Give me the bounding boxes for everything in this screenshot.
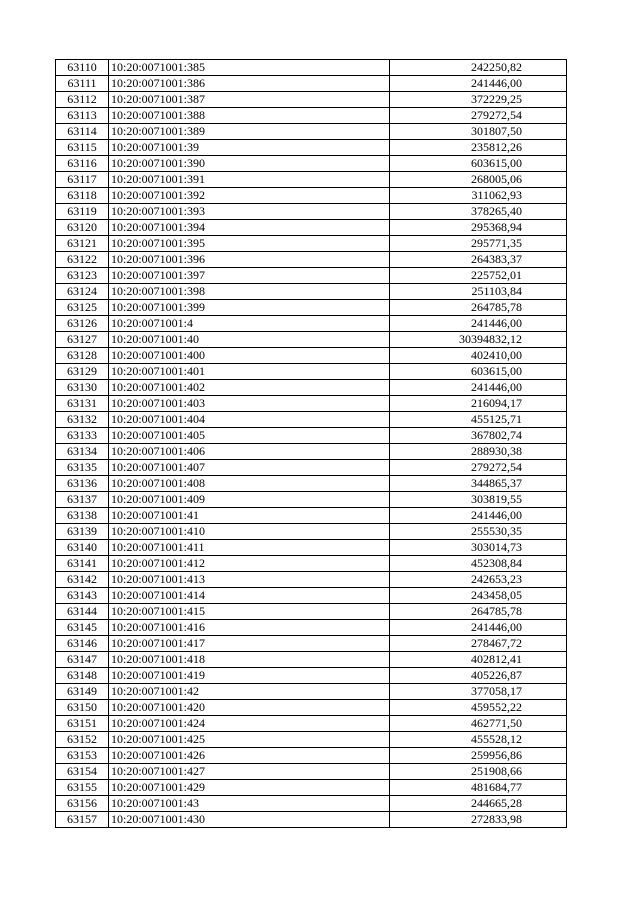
row-number-cell: 63156 xyxy=(56,796,109,812)
row-number-cell: 63142 xyxy=(56,572,109,588)
row-number-cell: 63122 xyxy=(56,252,109,268)
row-number-cell: 63124 xyxy=(56,284,109,300)
row-number-cell: 63127 xyxy=(56,332,109,348)
value-cell: 603615,00 xyxy=(390,156,567,172)
table-row xyxy=(56,684,567,700)
row-number-cell: 63138 xyxy=(56,508,109,524)
row-number-cell: 63131 xyxy=(56,396,109,412)
table-row xyxy=(56,460,567,476)
value-cell: 372229,25 xyxy=(390,92,567,108)
row-number-cell: 63141 xyxy=(56,556,109,572)
table-row xyxy=(56,220,567,236)
table-row xyxy=(56,60,567,76)
cadastral-number-cell: 10:20:0071001:429 xyxy=(109,780,390,796)
cadastral-number-cell: 10:20:0071001:430 xyxy=(109,812,390,828)
cadastral-number-cell: 10:20:0071001:394 xyxy=(109,220,390,236)
cadastral-number-cell: 10:20:0071001:41 xyxy=(109,508,390,524)
table-row xyxy=(56,748,567,764)
cadastral-number-cell: 10:20:0071001:39 xyxy=(109,140,390,156)
row-number-cell: 63118 xyxy=(56,188,109,204)
cadastral-number-cell: 10:20:0071001:396 xyxy=(109,252,390,268)
value-cell: 481684,77 xyxy=(390,780,567,796)
cadastral-number-cell: 10:20:0071001:387 xyxy=(109,92,390,108)
row-number-cell: 63145 xyxy=(56,620,109,636)
value-cell: 344865,37 xyxy=(390,476,567,492)
cadastral-number-cell: 10:20:0071001:425 xyxy=(109,732,390,748)
cadastral-number-cell: 10:20:0071001:414 xyxy=(109,588,390,604)
table-row xyxy=(56,492,567,508)
cadastral-number-cell: 10:20:0071001:395 xyxy=(109,236,390,252)
value-cell: 311062,93 xyxy=(390,188,567,204)
table-row xyxy=(56,700,567,716)
table-row xyxy=(56,668,567,684)
value-cell: 244665,28 xyxy=(390,796,567,812)
row-number-cell: 63140 xyxy=(56,540,109,556)
row-number-cell: 63112 xyxy=(56,92,109,108)
row-number-cell: 63113 xyxy=(56,108,109,124)
table-row xyxy=(56,476,567,492)
row-number-cell: 63114 xyxy=(56,124,109,140)
value-cell: 402410,00 xyxy=(390,348,567,364)
cadastral-number-cell: 10:20:0071001:400 xyxy=(109,348,390,364)
table-row xyxy=(56,572,567,588)
value-cell: 405226,87 xyxy=(390,668,567,684)
cadastral-number-cell: 10:20:0071001:413 xyxy=(109,572,390,588)
row-number-cell: 63132 xyxy=(56,412,109,428)
table-row xyxy=(56,732,567,748)
table-row xyxy=(56,156,567,172)
row-number-cell: 63111 xyxy=(56,76,109,92)
row-number-cell: 63151 xyxy=(56,716,109,732)
value-cell: 455528,12 xyxy=(390,732,567,748)
table-body xyxy=(56,60,567,828)
cadastral-number-cell: 10:20:0071001:411 xyxy=(109,540,390,556)
cadastral-number-cell: 10:20:0071001:392 xyxy=(109,188,390,204)
row-number-cell: 63136 xyxy=(56,476,109,492)
cadastral-number-cell: 10:20:0071001:403 xyxy=(109,396,390,412)
cadastral-number-cell: 10:20:0071001:412 xyxy=(109,556,390,572)
row-number-cell: 63110 xyxy=(56,60,109,76)
table-row xyxy=(56,764,567,780)
value-cell: 241446,00 xyxy=(390,316,567,332)
row-number-cell: 63155 xyxy=(56,780,109,796)
value-cell: 367802,74 xyxy=(390,428,567,444)
cadastral-number-cell: 10:20:0071001:40 xyxy=(109,332,390,348)
value-cell: 225752,01 xyxy=(390,268,567,284)
cadastral-number-cell: 10:20:0071001:391 xyxy=(109,172,390,188)
table-row xyxy=(56,268,567,284)
row-number-cell: 63134 xyxy=(56,444,109,460)
row-number-cell: 63149 xyxy=(56,684,109,700)
table-row xyxy=(56,396,567,412)
cadastral-number-cell: 10:20:0071001:420 xyxy=(109,700,390,716)
table-row xyxy=(56,92,567,108)
cadastral-number-cell: 10:20:0071001:385 xyxy=(109,60,390,76)
table-row xyxy=(56,300,567,316)
cadastral-number-cell: 10:20:0071001:42 xyxy=(109,684,390,700)
cadastral-number-cell: 10:20:0071001:406 xyxy=(109,444,390,460)
table-row xyxy=(56,348,567,364)
value-cell: 295771,35 xyxy=(390,236,567,252)
cadastral-number-cell: 10:20:0071001:424 xyxy=(109,716,390,732)
table-row xyxy=(56,380,567,396)
value-cell: 303819,55 xyxy=(390,492,567,508)
row-number-cell: 63125 xyxy=(56,300,109,316)
row-number-cell: 63137 xyxy=(56,492,109,508)
value-cell: 295368,94 xyxy=(390,220,567,236)
table-row xyxy=(56,364,567,380)
cadastral-number-cell: 10:20:0071001:398 xyxy=(109,284,390,300)
cadastral-number-cell: 10:20:0071001:386 xyxy=(109,76,390,92)
row-number-cell: 63144 xyxy=(56,604,109,620)
row-number-cell: 63150 xyxy=(56,700,109,716)
table-row xyxy=(56,236,567,252)
cadastral-number-cell: 10:20:0071001:419 xyxy=(109,668,390,684)
cadastral-number-cell: 10:20:0071001:418 xyxy=(109,652,390,668)
cadastral-number-cell: 10:20:0071001:404 xyxy=(109,412,390,428)
value-cell: 603615,00 xyxy=(390,364,567,380)
row-number-cell: 63126 xyxy=(56,316,109,332)
cadastral-number-cell: 10:20:0071001:405 xyxy=(109,428,390,444)
table-row xyxy=(56,108,567,124)
row-number-cell: 63148 xyxy=(56,668,109,684)
row-number-cell: 63119 xyxy=(56,204,109,220)
row-number-cell: 63120 xyxy=(56,220,109,236)
table-row xyxy=(56,124,567,140)
row-number-cell: 63121 xyxy=(56,236,109,252)
table-row xyxy=(56,588,567,604)
cadastral-number-cell: 10:20:0071001:399 xyxy=(109,300,390,316)
value-cell: 242653,23 xyxy=(390,572,567,588)
cadastral-number-cell: 10:20:0071001:389 xyxy=(109,124,390,140)
value-cell: 216094,17 xyxy=(390,396,567,412)
cadastral-number-cell: 10:20:0071001:402 xyxy=(109,380,390,396)
table-row xyxy=(56,620,567,636)
row-number-cell: 63153 xyxy=(56,748,109,764)
value-cell: 402812,41 xyxy=(390,652,567,668)
cadastral-number-cell: 10:20:0071001:4 xyxy=(109,316,390,332)
value-cell: 452308,84 xyxy=(390,556,567,572)
table-row xyxy=(56,332,567,348)
table-row xyxy=(56,140,567,156)
table-row xyxy=(56,652,567,668)
row-number-cell: 63129 xyxy=(56,364,109,380)
value-cell: 272833,98 xyxy=(390,812,567,828)
row-number-cell: 63154 xyxy=(56,764,109,780)
table-row xyxy=(56,76,567,92)
row-number-cell: 63152 xyxy=(56,732,109,748)
value-cell: 241446,00 xyxy=(390,508,567,524)
cadastral-number-cell: 10:20:0071001:426 xyxy=(109,748,390,764)
value-cell: 241446,00 xyxy=(390,620,567,636)
value-cell: 378265,40 xyxy=(390,204,567,220)
row-number-cell: 63133 xyxy=(56,428,109,444)
value-cell: 251103,84 xyxy=(390,284,567,300)
value-cell: 242250,82 xyxy=(390,60,567,76)
cadastral-number-cell: 10:20:0071001:416 xyxy=(109,620,390,636)
cadastral-number-cell: 10:20:0071001:407 xyxy=(109,460,390,476)
row-number-cell: 63123 xyxy=(56,268,109,284)
value-cell: 268005,06 xyxy=(390,172,567,188)
table-row xyxy=(56,204,567,220)
cadastral-number-cell: 10:20:0071001:401 xyxy=(109,364,390,380)
table-row xyxy=(56,556,567,572)
cadastral-number-cell: 10:20:0071001:410 xyxy=(109,524,390,540)
row-number-cell: 63143 xyxy=(56,588,109,604)
value-cell: 264785,78 xyxy=(390,604,567,620)
value-cell: 264383,37 xyxy=(390,252,567,268)
table-row xyxy=(56,412,567,428)
cadastral-number-cell: 10:20:0071001:393 xyxy=(109,204,390,220)
table-row xyxy=(56,428,567,444)
table-row xyxy=(56,604,567,620)
table-row xyxy=(56,284,567,300)
cadastral-number-cell: 10:20:0071001:397 xyxy=(109,268,390,284)
value-cell: 235812,26 xyxy=(390,140,567,156)
value-cell: 264785,78 xyxy=(390,300,567,316)
table-row xyxy=(56,444,567,460)
value-cell: 243458,05 xyxy=(390,588,567,604)
cadastral-number-cell: 10:20:0071001:388 xyxy=(109,108,390,124)
value-cell: 301807,50 xyxy=(390,124,567,140)
row-number-cell: 63157 xyxy=(56,812,109,828)
table-row xyxy=(56,188,567,204)
row-number-cell: 63115 xyxy=(56,140,109,156)
row-number-cell: 63147 xyxy=(56,652,109,668)
row-number-cell: 63117 xyxy=(56,172,109,188)
table-row xyxy=(56,172,567,188)
value-cell: 251908,66 xyxy=(390,764,567,780)
value-cell: 455125,71 xyxy=(390,412,567,428)
value-cell: 278467,72 xyxy=(390,636,567,652)
value-cell: 462771,50 xyxy=(390,716,567,732)
table-row xyxy=(56,716,567,732)
value-cell: 241446,00 xyxy=(390,380,567,396)
value-cell: 459552,22 xyxy=(390,700,567,716)
row-number-cell: 63128 xyxy=(56,348,109,364)
table-row xyxy=(56,812,567,828)
table-row xyxy=(56,508,567,524)
table-row xyxy=(56,524,567,540)
value-cell: 279272,54 xyxy=(390,108,567,124)
value-cell: 241446,00 xyxy=(390,76,567,92)
cadastral-number-cell: 10:20:0071001:417 xyxy=(109,636,390,652)
cadastral-number-cell: 10:20:0071001:390 xyxy=(109,156,390,172)
table-row xyxy=(56,316,567,332)
value-cell: 279272,54 xyxy=(390,460,567,476)
value-cell: 30394832,12 xyxy=(390,332,567,348)
table-row xyxy=(56,540,567,556)
cadastral-number-cell: 10:20:0071001:43 xyxy=(109,796,390,812)
row-number-cell: 63146 xyxy=(56,636,109,652)
row-number-cell: 63116 xyxy=(56,156,109,172)
row-number-cell: 63139 xyxy=(56,524,109,540)
value-cell: 255530,35 xyxy=(390,524,567,540)
cadastral-number-cell: 10:20:0071001:427 xyxy=(109,764,390,780)
cadastral-number-cell: 10:20:0071001:415 xyxy=(109,604,390,620)
table-row xyxy=(56,796,567,812)
cadastral-number-cell: 10:20:0071001:409 xyxy=(109,492,390,508)
row-number-cell: 63135 xyxy=(56,460,109,476)
table-row xyxy=(56,636,567,652)
table-row xyxy=(56,780,567,796)
value-cell: 288930,38 xyxy=(390,444,567,460)
value-cell: 259956,86 xyxy=(390,748,567,764)
value-cell: 377058,17 xyxy=(390,684,567,700)
cadastral-number-cell: 10:20:0071001:408 xyxy=(109,476,390,492)
value-cell: 303014,73 xyxy=(390,540,567,556)
row-number-cell: 63130 xyxy=(56,380,109,396)
data-table xyxy=(55,59,567,828)
table-row xyxy=(56,252,567,268)
